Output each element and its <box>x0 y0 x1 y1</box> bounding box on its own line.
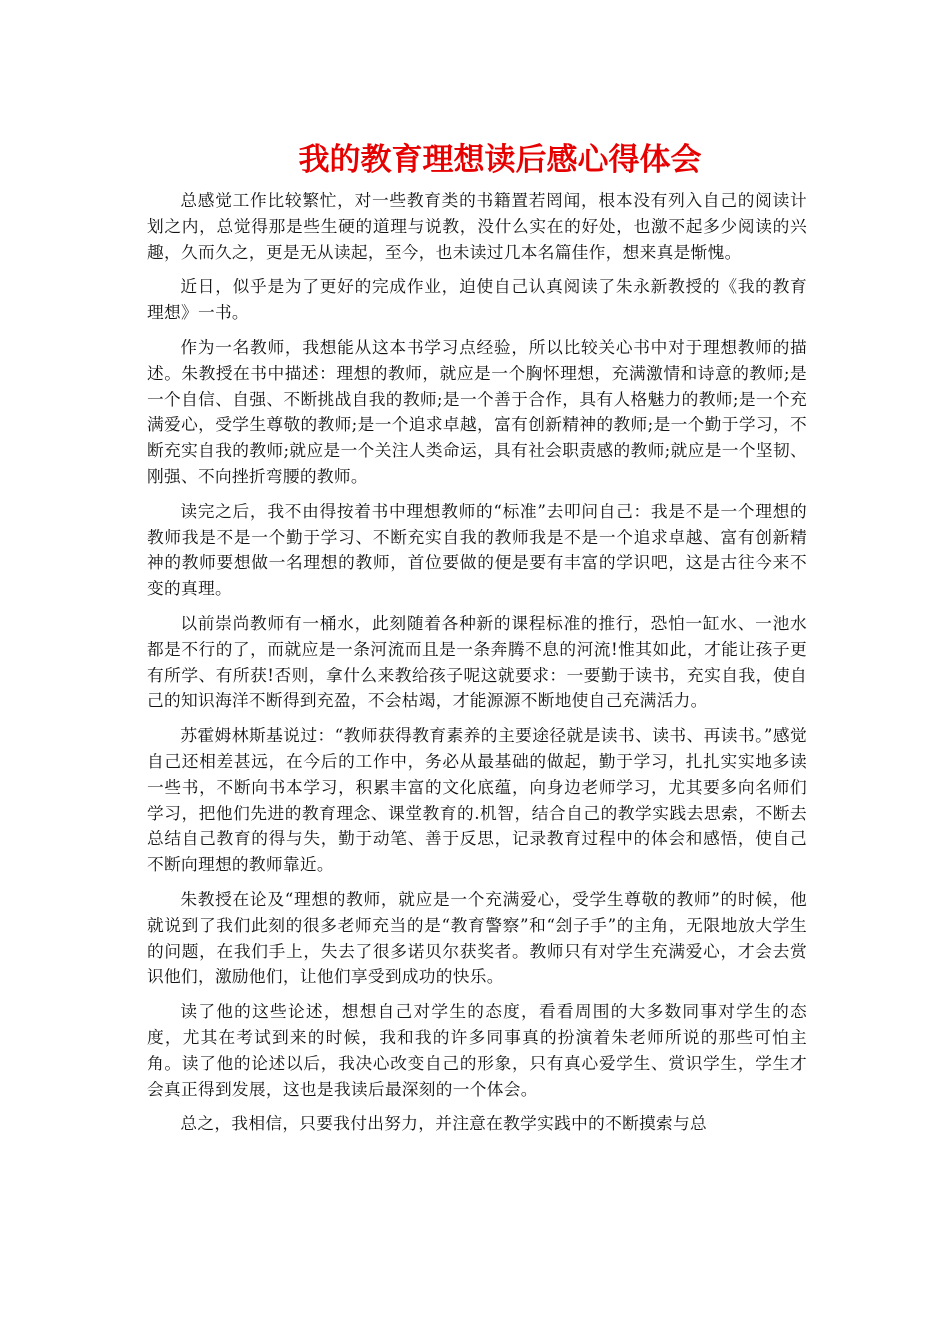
paragraph-3: 作为一名教师，我想能从这本书学习点经验，所以比较关心书中对于理想教师的描述。朱教授在书中描述：理想的教师，就应是一个胸怀理想，充满激情和诗意的教师;是一个自信、自强、不断挑战自我的教师;是一个善于合作，具有人格魅力的教师;是一个充满爱心，受学生尊敬的教师;是一个追求卓越，富有创新精神的教师;是一个勤于学习，不断充实自我的教师;就应是一个关注人类命运，具有社会职责感的教师;就应是一个坚韧、刚强、不向挫折弯腰的教师。 <box>147 336 807 486</box>
paragraph-4: 读完之后，我不由得按着书中理想教师的“标准”去叩问自己：我是不是一个理想的教师我是不是一个勤于学习、不断充实自我的教师我是不是一个追求卓越、富有创新精神的教师要想做一名理想的教师，首位要做的便是要有丰富的学识吧，这是古往今来不变的真理。 <box>147 500 807 599</box>
paragraph-2: 近日，似乎是为了更好的完成作业，迫使自己认真阅读了朱永新教授的《我的教育理想》一书。 <box>147 276 807 323</box>
paragraph-6: 苏霍姆林斯基说过：“教师获得教育素养的主要途径就是读书、读书、再读书。”感觉自己还相差甚远，在今后的工作中，务必从最基础的做起，勤于学习，扎扎实实地多读一些书，不断向书本学习，积累丰富的文化底蕴，向身边老师学习，尤其要多向名师们学习，把他们先进的教育理念、课堂教育的.机智，结合自己的教学实践去思索，不断去总结自己教育的得与失，勤于动笔、善于反思，记录教育过程中的体会和感悟，使自己不断向理想的教师靠近。 <box>147 725 807 875</box>
paragraph-7: 朱教授在论及“理想的教师，就应是一个充满爱心，受学生尊敬的教师”的时候，他就说到了我们此刻的很多老师充当的是“教育警察”和“刽子手”的主角，无限地放大学生的问题，在我们手上，失去了很多诺贝尔获奖者。教师只有对学生充满爱心，才会去赏识他们，激励他们，让他们享受到成功的快乐。 <box>147 888 807 987</box>
paragraph-9: 总之，我相信，只要我付出努力，并注意在教学实践中的不断摸索与总 <box>180 1113 707 1134</box>
paragraph-5: 以前崇尚教师有一桶水，此刻随着各种新的课程标准的推行，恐怕一缸水、一池水都是不行的了，而就应是一条河流而且是一条奔腾不息的河流!惟其如此，才能让孩子更有所学、有所获!否则，拿什么来教给孩子呢这就要求：一要勤于读书，充实自我，使自己的知识海洋不断得到充盈，不会枯竭，才能源源不断地使自己充满活力。 <box>147 612 807 711</box>
paragraph-1: 总感觉工作比较繁忙，对一些教育类的书籍置若罔闻，根本没有列入自己的阅读计划之内，总觉得那是些生硬的道理与说教，没什么实在的好处，也激不起多少阅读的兴趣，久而久之，更是无从读起，至今，也未读过几本名篇佳作，想来真是惭愧。 <box>147 190 807 262</box>
document-title: 我的教育理想读后感心得体会 <box>298 142 702 178</box>
paragraph-8: 读了他的这些论述，想想自己对学生的态度，看看周围的大多数同事对学生的态度，尤其在考试到来的时候，我和我的许多同事真的扮演着朱老师所说的那些可怕主角。读了他的论述以后，我决心改变自己的形象，只有真心爱学生、赏识学生，学生才会真正得到发展，这也是我读后最深刻的一个体会。 <box>147 1001 807 1099</box>
document-body <box>147 188 807 1146</box>
